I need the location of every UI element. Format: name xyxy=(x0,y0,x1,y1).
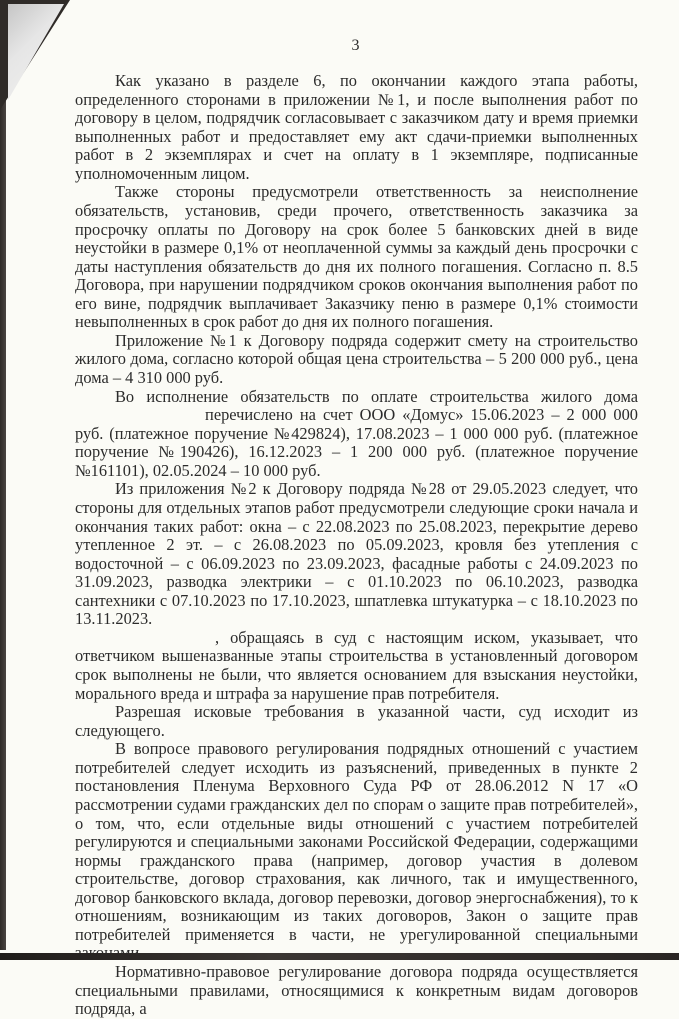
paragraph-liability: Также стороны предусмотрели ответственность за неисполнение обязательств, установив, среди прочего, ответственность заказчика за просрочку оплаты по Договору на срок более 5 банковских дней в виде неустойки в размере 0,1% от неоплаченной суммы за каждый день просрочки с даты наступления обязательств до дня их полного погашения. Согласно п. 8.5 Договора, при нарушении подрядчиком сроков окончания выполнения работ по его вине, подрядчик выплачивает Заказчику пеню в размере 0,1% стоимости невыполненных в срок работ до дня их полного погашения. xyxy=(75,182,638,332)
scan-corner-fold xyxy=(0,0,70,110)
payments-text-start: Во исполнение обязательств по оплате строительства жилого дома xyxy=(115,386,638,406)
page-number: 3 xyxy=(351,37,360,54)
paragraph-work-acceptance: Как указано в разделе 6, по окончании каждого этапа работы, определенного сторонами в приложении №1, и после выполнения работ по договору в целом, подрядчик согласовывает с заказчиком дату и время приемки выполненных работ и предоставляет ему акт сдачи-приемки выполненных работ в 2 экземплярах и счет на оплату в 1 экземпляре, подписанные уполномоченным лицом. xyxy=(75,71,638,183)
paragraph-payments xyxy=(75,388,638,481)
paragraph-legal-regulation: В вопросе правового регулирования подрядных отношений с участием потребителей следует исходить из разъяснений, приведенных в пункте 2 постановления Пленума Верховного Суда РФ от 28.06.2012 N 17 «О рассмотрении судами гражданских дел по спорам о защите прав потребителей», о том, что, если отдельные виды отношений с участием потребителей регулируются и специальными законами Российской Федерации, содержащими нормы гражданского права (например, договор участия в долевом строительстве, договор страхования, как личного, так и имущественного, договор банковского вклада, договор перевозки, договор энергоснабжения), то к отношениям, возникающим из таких договоров, Закон о защите прав потребителей применяется в части, не урегулированной специальными xyxy=(75,739,638,944)
payments-text-end: перечислено на счет ООО «Домус» 15.06.2023 – 2 000 000 руб. (платежное поручение №429824), 17.08.2023 – 1 000 000 руб. (платежное поручение №190426), 16.12.2023 – 1 200 000 руб. (платежное поручение №161101), 02.05.2024 – 10 000 руб. xyxy=(75,405,638,480)
paragraph-claim xyxy=(75,629,638,703)
claim-text: , обращаясь в суд с настоящим иском, указывает, что ответчиком вышеназванные этапы строительства в установленный договором срок выполнены не были, что является основанием для взыскания неустойки, морального вреда и штрафа за нарушение прав потребителя. xyxy=(75,627,638,703)
paragraph-estimate: Приложение №1 к Договору подряда содержит смету на строительство жилого дома, согласно которой общая цена строительства – 5 200 000 руб., цена дома – 4 310 000 руб. xyxy=(75,330,638,387)
document-body xyxy=(75,72,638,1019)
paragraph-contract-regulation: Нормативно-правовое регулирование договора подряда осуществляется специальными правилами, относящимися к конкретным видам договоров подряда, а xyxy=(75,962,638,1019)
paragraph-resolution: Разрешая исковые требования в указанной части, суд исходит из следующего. xyxy=(75,702,638,740)
scan-left-edge xyxy=(0,0,6,950)
paragraph-schedule: Из приложения №2 к Договору подряда №28 от 29.05.2023 следует, что стороны для отдельных этапов работ предусмотрели следующие сроки начала и окончания таких работ: окна – с 22.08.2023 по 25.08.2023, перекрытие дерево утепленное 2 эт. – с 26.08.2023 по 05.09.2023, кровля без утепления с водосточной – с 06.09.2023 по 23.09.2023, фасадные работы с 24.09.2023 по 31.09.2023, разводка электрики – с 01.10.2023 по 06.10.2023, разводка сантехники с 07.10.2023 по 17.10.2023, шпатлевка штукатурка – с 18.10.2023 по 13.11.2023. xyxy=(75,479,638,629)
scan-bottom-edge xyxy=(0,953,679,960)
